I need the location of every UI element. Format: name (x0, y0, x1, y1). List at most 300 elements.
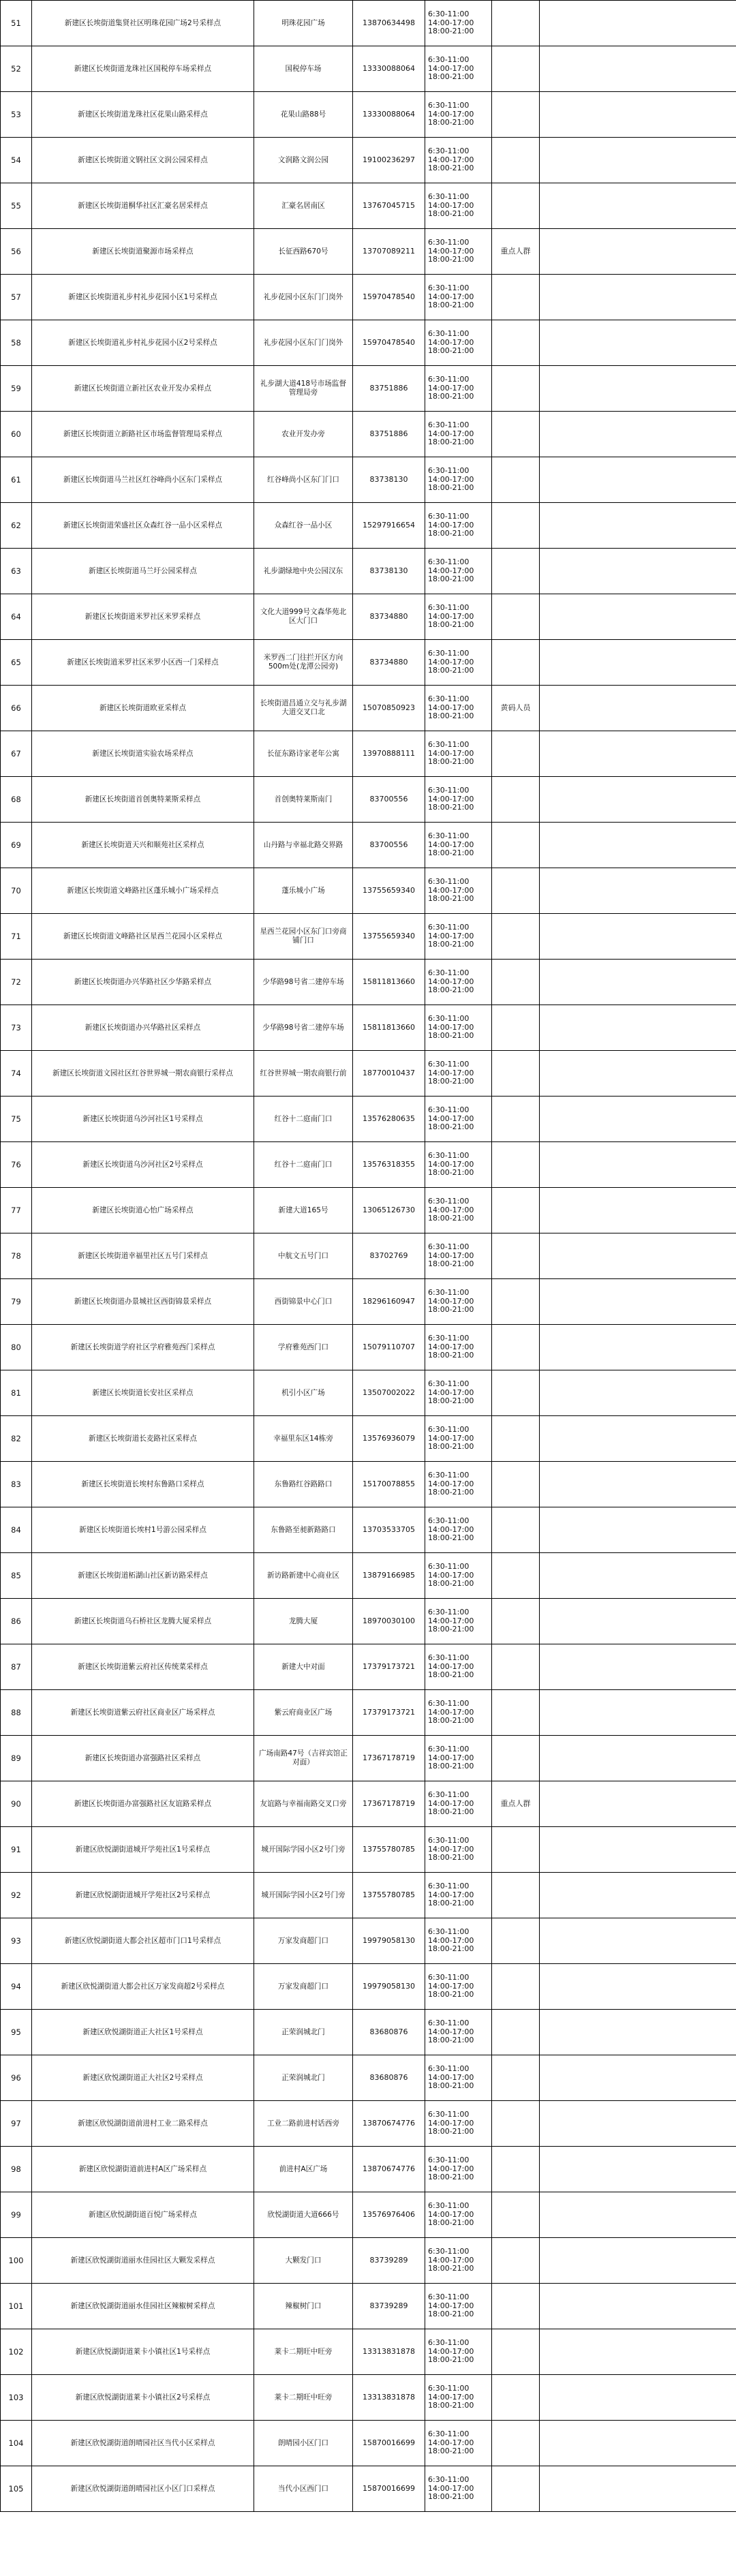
target-group-note (492, 2055, 540, 2101)
time-slot: 6:30-11:00 (428, 648, 470, 658)
site-name: 新建区欣悦湖街道莱卡小镇社区2号采样点 (32, 2375, 254, 2421)
time-slot: 6:30-11:00 (428, 1150, 470, 1160)
table-row (1, 1097, 736, 1142)
row-number: 86 (1, 1599, 32, 1644)
time-slot: 6:30-11:00 (428, 2109, 470, 2119)
site-name: 新建区长埃街道米罗社区米罗小区西一门采样点 (32, 640, 254, 686)
site-address: 西街锦景中心门口 (254, 1279, 353, 1325)
target-group-note (492, 914, 540, 960)
table-row (1, 1736, 736, 1781)
blank-cell (540, 1005, 736, 1051)
contact-phone: 13767045715 (353, 183, 425, 229)
row-number: 97 (1, 2101, 32, 2147)
contact-phone: 13870634498 (353, 1, 425, 46)
row-number: 99 (1, 2192, 32, 2238)
time-slot: 6:30-11:00 (428, 420, 470, 429)
time-slot: 14:00-17:00 (428, 1570, 474, 1580)
time-slot: 6:30-11:00 (428, 831, 470, 840)
time-slot: 18:00-21:00 (428, 1305, 474, 1315)
contact-phone: 83680876 (353, 2010, 425, 2055)
blank-cell (540, 1507, 736, 1553)
target-group-note (492, 1873, 540, 1918)
site-name: 新建区长埃街道欧亚采样点 (32, 686, 254, 731)
time-slot: 18:00-21:00 (428, 711, 474, 721)
site-address: 文化大道999号文森华苑北区大门口 (254, 594, 353, 640)
blank-cell (540, 549, 736, 594)
target-group-note (492, 183, 540, 229)
blank-cell (540, 183, 736, 229)
table-row (1, 1279, 736, 1325)
time-slot: 14:00-17:00 (428, 1387, 474, 1397)
time-slot: 18:00-21:00 (428, 2355, 474, 2365)
time-slot: 14:00-17:00 (428, 1616, 474, 1625)
blank-cell (540, 731, 736, 777)
contact-phone: 13576318355 (353, 1142, 425, 1188)
time-slot: 14:00-17:00 (428, 2392, 474, 2402)
site-name: 新建区欣悦湖街道丽水佳园社区大颗发采样点 (32, 2238, 254, 2284)
site-address: 当代小区西门口 (254, 2466, 353, 2512)
site-address: 城开国际学园小区2号门旁 (254, 1873, 353, 1918)
site-address: 星西兰花园小区东门口旁商铺门口 (254, 914, 353, 960)
time-slot: 14:00-17:00 (428, 566, 474, 575)
blank-cell (540, 1142, 736, 1188)
blank-cell (540, 229, 736, 275)
target-group-note (492, 1279, 540, 1325)
table-row (1, 1, 736, 46)
target-group-note (492, 275, 540, 320)
contact-phone: 15079110707 (353, 1325, 425, 1370)
service-hours (425, 549, 492, 594)
contact-phone: 13313831878 (353, 2375, 425, 2421)
time-slot: 6:30-11:00 (428, 1242, 470, 1251)
time-slot: 14:00-17:00 (428, 2164, 474, 2173)
blank-cell (540, 1416, 736, 1462)
table-row (1, 138, 736, 183)
table-row (1, 640, 736, 686)
time-slot: 6:30-11:00 (428, 1516, 470, 1525)
target-group-note (492, 1416, 540, 1462)
table-row (1, 1188, 736, 1233)
blank-cell (540, 320, 736, 366)
blank-cell (540, 960, 736, 1005)
target-group-note (492, 2238, 540, 2284)
table-row (1, 2101, 736, 2147)
row-number: 89 (1, 1736, 32, 1781)
time-slot: 14:00-17:00 (428, 748, 474, 758)
site-name: 新建区长埃街道文峰路社区蓬乐城小广场采样点 (32, 868, 254, 914)
row-number: 96 (1, 2055, 32, 2101)
contact-phone: 17379173721 (353, 1644, 425, 1690)
target-group-note (492, 2375, 540, 2421)
blank-cell (540, 2192, 736, 2238)
table-row (1, 1462, 736, 1507)
time-slot: 6:30-11:00 (428, 1835, 470, 1845)
blank-cell (540, 594, 736, 640)
time-slot: 14:00-17:00 (428, 1433, 474, 1443)
site-name: 新建区长埃街道马兰圩公园采样点 (32, 549, 254, 594)
blank-cell (540, 412, 736, 457)
time-slot: 14:00-17:00 (428, 155, 474, 164)
time-slot: 6:30-11:00 (428, 2383, 470, 2393)
time-slot: 18:00-21:00 (428, 2492, 474, 2502)
time-slot: 6:30-11:00 (428, 1013, 470, 1023)
site-name: 新建区欣悦湖街道大都会社区超市门口1号采样点 (32, 1918, 254, 1964)
target-group-note: 重点人群 (492, 1781, 540, 1827)
table-row (1, 183, 736, 229)
site-name: 新建区长埃街道长埃村东鲁路口采样点 (32, 1462, 254, 1507)
time-slot: 14:00-17:00 (428, 1479, 474, 1488)
row-number: 67 (1, 731, 32, 777)
contact-phone: 13879166985 (353, 1553, 425, 1599)
blank-cell (540, 1462, 736, 1507)
contact-phone: 83734880 (353, 640, 425, 686)
site-name: 新建区长埃街道米罗社区米罗采样点 (32, 594, 254, 640)
time-slot: 14:00-17:00 (428, 2255, 474, 2265)
row-number: 68 (1, 777, 32, 823)
time-slot: 18:00-21:00 (428, 803, 474, 812)
time-slot: 14:00-17:00 (428, 1159, 474, 1169)
site-address: 正荣润城北门 (254, 2010, 353, 2055)
target-group-note (492, 92, 540, 138)
blank-cell (540, 2421, 736, 2466)
time-slot: 14:00-17:00 (428, 2346, 474, 2356)
time-slot: 14:00-17:00 (428, 794, 474, 803)
time-slot: 14:00-17:00 (428, 520, 474, 530)
time-slot: 6:30-11:00 (428, 2155, 470, 2164)
site-name: 新建区长埃街道乌沙河社区2号采样点 (32, 1142, 254, 1188)
table-row (1, 229, 736, 275)
site-name: 新建区欣悦湖街道莱卡小镇社区1号采样点 (32, 2329, 254, 2375)
time-slot: 18:00-21:00 (428, 2310, 474, 2319)
table-row (1, 1827, 736, 1873)
time-slot: 14:00-17:00 (428, 840, 474, 849)
time-slot: 6:30-11:00 (428, 1972, 470, 1982)
contact-phone: 17367178719 (353, 1781, 425, 1827)
site-name: 新建区欣悦湖街道朗晴园社区当代小区采样点 (32, 2421, 254, 2466)
row-number: 62 (1, 503, 32, 549)
target-group-note: 重点人群 (492, 229, 540, 275)
table-row (1, 1873, 736, 1918)
site-address: 万家发商超门口 (254, 1918, 353, 1964)
time-slot: 14:00-17:00 (428, 109, 474, 119)
row-number: 70 (1, 868, 32, 914)
service-hours (425, 2421, 492, 2466)
time-slot: 14:00-17:00 (428, 1114, 474, 1123)
site-address: 紫云府商业区广场 (254, 1690, 353, 1736)
target-group-note (492, 1, 540, 46)
row-number: 92 (1, 1873, 32, 1918)
site-name: 新建区长埃街道文园社区红谷世界城一期农商银行采样点 (32, 1051, 254, 1097)
site-name: 新建区欣悦湖街道百悦广场采样点 (32, 2192, 254, 2238)
site-address: 工业二路前进村话西旁 (254, 2101, 353, 2147)
contact-phone: 13755780785 (353, 1873, 425, 1918)
row-number: 95 (1, 2010, 32, 2055)
table-row (1, 366, 736, 412)
site-address: 龙腾大厦 (254, 1599, 353, 1644)
row-number: 57 (1, 275, 32, 320)
time-slot: 14:00-17:00 (428, 2209, 474, 2219)
time-slot: 14:00-17:00 (428, 2301, 474, 2310)
site-name: 新建区长埃街道文峰路社区星西兰花园小区采样点 (32, 914, 254, 960)
time-slot: 18:00-21:00 (428, 27, 474, 36)
time-slot: 6:30-11:00 (428, 968, 470, 977)
contact-phone: 15170078855 (353, 1462, 425, 1507)
table-row (1, 1370, 736, 1416)
service-hours (425, 1507, 492, 1553)
site-name: 新建区长埃街道办兴华路社区采样点 (32, 1005, 254, 1051)
table-row (1, 412, 736, 457)
site-name: 新建区长埃街道办景城社区西街锦景采样点 (32, 1279, 254, 1325)
time-slot: 14:00-17:00 (428, 383, 474, 393)
site-name: 新建区长埃街道马兰社区红谷峰尚小区东门采样点 (32, 457, 254, 503)
site-name: 新建区长埃街道办富强路社区友谊路采样点 (32, 1781, 254, 1827)
service-hours (425, 1051, 492, 1097)
target-group-note (492, 1005, 540, 1051)
site-name: 新建区长埃街道乌沙河社区1号采样点 (32, 1097, 254, 1142)
blank-cell (540, 2284, 736, 2329)
site-name: 新建区长埃街道长麦路社区采样点 (32, 1416, 254, 1462)
time-slot: 6:30-11:00 (428, 1333, 470, 1343)
table-row (1, 1599, 736, 1644)
site-address: 礼步花园小区东门门岗外 (254, 275, 353, 320)
time-slot: 6:30-11:00 (428, 191, 470, 201)
blank-cell (540, 1051, 736, 1097)
time-slot: 18:00-21:00 (428, 1807, 474, 1817)
service-hours (425, 1097, 492, 1142)
time-slot: 18:00-21:00 (428, 209, 474, 219)
time-slot: 18:00-21:00 (428, 2173, 474, 2182)
row-number: 60 (1, 412, 32, 457)
contact-phone: 83738130 (353, 549, 425, 594)
site-name: 新建区长埃街道龙珠社区国税停车场采样点 (32, 46, 254, 92)
row-number: 51 (1, 1, 32, 46)
blank-cell (540, 1781, 736, 1827)
time-slot: 14:00-17:00 (428, 1022, 474, 1032)
service-hours (425, 1279, 492, 1325)
time-slot: 14:00-17:00 (428, 1935, 474, 1945)
time-slot: 14:00-17:00 (428, 977, 474, 986)
blank-cell (540, 1, 736, 46)
site-address: 礼步湖大道418号市场监督管理局旁 (254, 366, 353, 412)
time-slot: 6:30-11:00 (428, 2292, 470, 2301)
site-address: 莱卡二期旺中旺旁 (254, 2375, 353, 2421)
blank-cell (540, 2101, 736, 2147)
service-hours (425, 1233, 492, 1279)
site-name: 新建区长埃街道办兴华路社区少华路采样点 (32, 960, 254, 1005)
target-group-note (492, 868, 540, 914)
row-number: 93 (1, 1918, 32, 1964)
row-number: 82 (1, 1416, 32, 1462)
service-hours (425, 92, 492, 138)
contact-phone: 17379173721 (353, 1690, 425, 1736)
time-slot: 6:30-11:00 (428, 100, 470, 110)
site-address: 长埃街道昌通立交与礼步湖大道交叉口北 (254, 686, 353, 731)
service-hours (425, 914, 492, 960)
site-address: 长征西路670号 (254, 229, 353, 275)
time-slot: 14:00-17:00 (428, 246, 474, 256)
row-number: 87 (1, 1644, 32, 1690)
site-address: 东鲁路红谷路路口 (254, 1462, 353, 1507)
row-number: 84 (1, 1507, 32, 1553)
row-number: 74 (1, 1051, 32, 1097)
time-slot: 6:30-11:00 (428, 1059, 470, 1069)
target-group-note (492, 1462, 540, 1507)
site-name: 新建区长埃街道幸福里社区五号门采样点 (32, 1233, 254, 1279)
time-slot: 18:00-21:00 (428, 438, 474, 447)
time-slot: 6:30-11:00 (428, 694, 470, 703)
target-group-note (492, 457, 540, 503)
time-slot: 18:00-21:00 (428, 1533, 474, 1543)
contact-phone: 18770010437 (353, 1051, 425, 1097)
time-slot: 18:00-21:00 (428, 1944, 474, 1954)
time-slot: 6:30-11:00 (428, 237, 470, 247)
time-slot: 6:30-11:00 (428, 2201, 470, 2210)
table-row (1, 2466, 736, 2512)
time-slot: 14:00-17:00 (428, 1251, 474, 1260)
row-number: 55 (1, 183, 32, 229)
target-group-note (492, 1370, 540, 1416)
service-hours (425, 2055, 492, 2101)
time-slot: 18:00-21:00 (428, 529, 474, 538)
time-slot: 18:00-21:00 (428, 1259, 474, 1269)
service-hours (425, 1005, 492, 1051)
site-address: 明珠花园广场 (254, 1, 353, 46)
time-slot: 18:00-21:00 (428, 666, 474, 675)
time-slot: 18:00-21:00 (428, 301, 474, 310)
contact-phone: 13707089211 (353, 229, 425, 275)
service-hours (425, 2238, 492, 2284)
table-row (1, 1233, 736, 1279)
target-group-note (492, 1918, 540, 1964)
service-hours (425, 1462, 492, 1507)
site-name: 新建区长埃街道礼步村礼步花园小区1号采样点 (32, 275, 254, 320)
time-slot: 18:00-21:00 (428, 985, 474, 995)
time-slot: 18:00-21:00 (428, 2081, 474, 2091)
service-hours (425, 2010, 492, 2055)
service-hours (425, 366, 492, 412)
row-number: 98 (1, 2147, 32, 2192)
target-group-note (492, 2329, 540, 2375)
time-slot: 18:00-21:00 (428, 1899, 474, 1908)
target-group-note (492, 1051, 540, 1097)
site-name: 新建区长埃街道实验农场采样点 (32, 731, 254, 777)
row-number: 69 (1, 823, 32, 868)
time-slot: 18:00-21:00 (428, 940, 474, 949)
time-slot: 14:00-17:00 (428, 2027, 474, 2036)
time-slot: 18:00-21:00 (428, 2264, 474, 2273)
time-slot: 18:00-21:00 (428, 392, 474, 401)
time-slot: 18:00-21:00 (428, 1488, 474, 1497)
time-slot: 18:00-21:00 (428, 346, 474, 356)
blank-cell (540, 46, 736, 92)
service-hours (425, 2466, 492, 2512)
site-name: 新建区长埃街道紫云府社区传统菜采样点 (32, 1644, 254, 1690)
service-hours (425, 2147, 492, 2192)
table-row (1, 2284, 736, 2329)
blank-cell (540, 503, 736, 549)
site-address: 农业开发办旁 (254, 412, 353, 457)
site-name: 新建区欣悦湖街道前进村工业二路采样点 (32, 2101, 254, 2147)
service-hours (425, 640, 492, 686)
blank-cell (540, 1736, 736, 1781)
service-hours (425, 1188, 492, 1233)
site-name: 新建区欣悦湖街道大都会社区万家发商超2号采样点 (32, 1964, 254, 2010)
contact-phone: 83751886 (353, 366, 425, 412)
target-group-note (492, 2101, 540, 2147)
blank-cell (540, 1325, 736, 1370)
time-slot: 18:00-21:00 (428, 2218, 474, 2228)
time-slot: 14:00-17:00 (428, 1524, 474, 1534)
time-slot: 6:30-11:00 (428, 2018, 470, 2027)
contact-phone: 13870674776 (353, 2101, 425, 2147)
time-slot: 14:00-17:00 (428, 200, 474, 210)
target-group-note (492, 1964, 540, 2010)
blank-cell (540, 823, 736, 868)
row-number: 90 (1, 1781, 32, 1827)
time-slot: 6:30-11:00 (428, 1424, 470, 1434)
site-address: 首创奥特莱斯南门 (254, 777, 353, 823)
service-hours (425, 594, 492, 640)
table-row (1, 549, 736, 594)
table-row (1, 2055, 736, 2101)
site-name: 新建区长埃街道长埃村1号游公园采样点 (32, 1507, 254, 1553)
row-number: 73 (1, 1005, 32, 1051)
row-number: 52 (1, 46, 32, 92)
site-address: 新建大中对面 (254, 1644, 353, 1690)
site-name: 新建区长埃街道柘湖山社区新访路采样点 (32, 1553, 254, 1599)
time-slot: 6:30-11:00 (428, 1653, 470, 1662)
contact-phone: 15870016699 (353, 2466, 425, 2512)
time-slot: 6:30-11:00 (428, 9, 470, 18)
time-slot: 18:00-21:00 (428, 1625, 474, 1634)
time-slot: 6:30-11:00 (428, 2474, 470, 2484)
time-slot: 18:00-21:00 (428, 2036, 474, 2045)
table-row (1, 2010, 736, 2055)
contact-phone: 83700556 (353, 823, 425, 868)
row-number: 64 (1, 594, 32, 640)
contact-phone: 83739289 (353, 2238, 425, 2284)
contact-phone: 13755659340 (353, 868, 425, 914)
row-number: 65 (1, 640, 32, 686)
time-slot: 18:00-21:00 (428, 1670, 474, 1680)
row-number: 104 (1, 2421, 32, 2466)
table-row (1, 1781, 736, 1827)
time-slot: 6:30-11:00 (428, 2064, 470, 2073)
contact-phone: 13065126730 (353, 1188, 425, 1233)
blank-cell (540, 1370, 736, 1416)
target-group-note (492, 640, 540, 686)
site-name: 新建区长埃街道紫云府社区商业区广场采样点 (32, 1690, 254, 1736)
site-address: 幸福里东区14栋旁 (254, 1416, 353, 1462)
service-hours (425, 1325, 492, 1370)
blank-cell (540, 1279, 736, 1325)
target-group-note (492, 2010, 540, 2055)
blank-cell (540, 138, 736, 183)
site-address: 长征东路诗家老年公寓 (254, 731, 353, 777)
time-slot: 18:00-21:00 (428, 620, 474, 630)
contact-phone: 83739289 (353, 2284, 425, 2329)
site-name: 新建区长埃街道聚源市场采样点 (32, 229, 254, 275)
service-hours (425, 1873, 492, 1918)
row-number: 59 (1, 366, 32, 412)
site-address: 国税停车场 (254, 46, 353, 92)
contact-phone: 15970478540 (353, 275, 425, 320)
time-slot: 14:00-17:00 (428, 337, 474, 347)
target-group-note (492, 1827, 540, 1873)
table-row (1, 457, 736, 503)
site-address: 新访路新建中心商业区 (254, 1553, 353, 1599)
service-hours (425, 183, 492, 229)
